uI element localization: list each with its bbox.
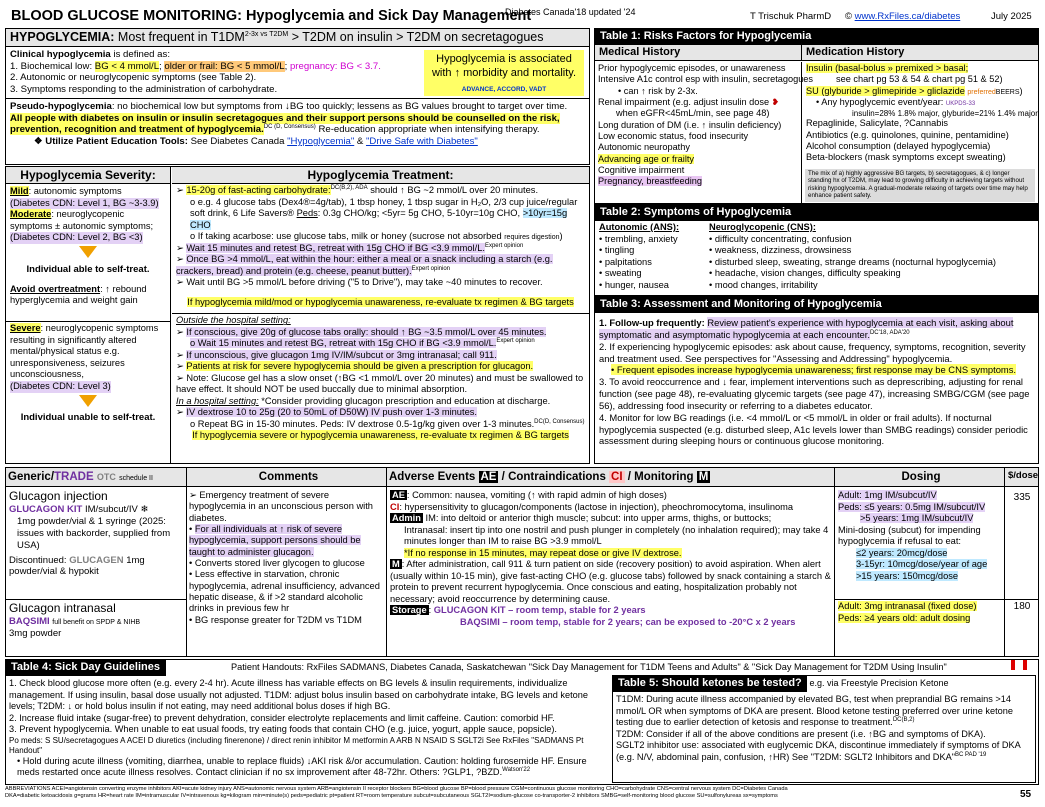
- g1-disc3: 1mg powder/vial & hypokit: [9, 554, 145, 578]
- able-self-treat: Individual able to self-treat.: [26, 263, 150, 275]
- medication-3: • Any hypoglycemic event/year:: [816, 97, 944, 108]
- hypoglycemia-heading-bar: [6, 29, 589, 47]
- table1-col-medication: Medication History: [802, 45, 1038, 61]
- med-0: Prior hypoglycemic episodes, or unawareness: [598, 63, 786, 73]
- t3-i4: 4. Monitor for low BG readings (i.e. <4 mmol/L or <5 mmol/L in older or frail adults). If nocturnal hypoglycemia suspected (e.g. disturbed sleep, A1c levels lower than SMBG readings) consider periodic assessment during sleeping hours or continuous glucose monitoring.: [599, 411, 1028, 447]
- item1-b: BG < 4 mmol/L: [94, 60, 160, 72]
- table5-ketones: [612, 675, 1036, 783]
- dose-5: 3-15yr: 10mcg/dose/year of age: [856, 559, 988, 570]
- hospital-3: [176, 430, 585, 442]
- treatment-heading: Hypoglycemia Treatment:: [172, 167, 589, 184]
- table1-medication-list: Insulin (basal-bolus » premixed > basal; see chart pg 53 & 54 & chart pg 51 & 52) SU (glyburide > glimepiride > gliclazide preferredBEERS) • Any hypoglycemic event/year: UKPDS-33 insulin=28% 1.8% major, glyburide=21% 1.4% major Repaglinide, Salicylate, ?Cannabis Antibiotics (e.g. quinolones, quinine, pentamidine) Alcohol consumption (delayed hypoglycemia) Beta-blockers (mask symptoms except sweating): [806, 63, 1038, 163]
- severe-section: [6, 323, 170, 424]
- t2-peds-text: : 0.3g CHO/kg; <5yr= 5g CHO, 5-10yr=10g CHO,: [317, 208, 521, 219]
- reeducate-text: Re-education appropriate when intensifying therapy.: [318, 124, 540, 136]
- med-3-row: [598, 97, 798, 108]
- inhosp-text: *Consider providing glucagon prescription and education at discharge.: [261, 395, 551, 406]
- table2-title: Table 2: Symptoms of Hypoglycemia: [595, 205, 1038, 221]
- header-generic: [8, 470, 153, 484]
- o4: Patients at risk for severe hypoglycemia should be given a prescription for glucagon.: [186, 361, 534, 372]
- item1-d: pregnancy: BG < 3.7.: [289, 60, 381, 72]
- pseudo-label: Pseudo-hypoglycemia: [10, 100, 112, 112]
- outside-5: ➢ Note: Glucose gel has a slow onset (↑BG <1 mmol/L over 20 minutes) and must be swallowed to have effect. It should NOT be used buccally due to minimal absorption.: [176, 372, 584, 395]
- cns-3: headache, vision changes, difficulty speaking: [714, 268, 901, 279]
- g1-disc: Discontinued:: [9, 554, 67, 566]
- table3-title: Table 3: Assessment and Monitoring of Hypoglycemia: [595, 297, 1038, 313]
- medication-7: Alcohol consumption (delayed hypoglycemia): [806, 141, 991, 152]
- table4-body: [9, 678, 609, 779]
- dose-2: >5 years: 1mg IM/subcut/IV: [860, 513, 974, 524]
- hospital-2: [176, 419, 585, 431]
- dosing-col-2: [838, 601, 1004, 624]
- website-link[interactable]: www.RxFiles.ca/diabetes: [854, 11, 961, 22]
- treatment-item-7: [176, 297, 585, 309]
- g1-name: Glucagon injection: [9, 489, 108, 503]
- medication-1: see chart pg 53 & 54 & chart pg 51 & 52): [836, 74, 1003, 85]
- table2-autonomic: Autonomic (ANS): • trembling, anxiety • tingling • palpitations • sweating • hunger, nausea: [595, 221, 705, 292]
- cns-2: disturbed sleep, sweating, strange dreams (nocturnal hypoglycemia): [714, 256, 996, 267]
- t3-i3: 3. To avoid reoccurrence and ↓ fear, implement interventions such as deprescribing, adjusting for renal function (see page 48), re-evaluating glycemic targets (see page 47), increasing SMBG/CGM (see page 56), addressing food insecurity or referring to a diabetes educator.: [599, 376, 1030, 411]
- med-4: when eGFR<45mL/min, see page 48): [616, 108, 770, 119]
- pseudo-text: : no biochemical low but symptoms from ↓BG too quickly; lessens as BG values brought to target over time.: [111, 100, 568, 112]
- t4-hold-ref: Watson'22: [502, 766, 531, 773]
- tools-label: ❖ Utilize Patient Education Tools:: [34, 135, 188, 147]
- h-dosing: Dosing: [901, 471, 941, 483]
- divider-2: [386, 468, 387, 656]
- admin-2: Intranasal: insert tip into one nostril and push plunger in completely (no inhalation required); may take 4 minutes longer than IM to raise BG >3.9 mmol/L: [404, 524, 829, 547]
- unable-self-treat: Individual unable to self-treat.: [20, 412, 156, 424]
- h1: IV dextrose 10 to 25g (20 to 50mL of D50W) IV push over 1-3 minutes.: [186, 407, 477, 418]
- outside-3: ➢ If unconscious, give glucagon 1mg IV/IM/subcut or 3mg intranasal; call 911.: [176, 349, 497, 360]
- definition-item-1: 1. Biochemical low: BG < 4 mmol/L; older or frail: BG < 5 mmol/L; pregnancy: BG < 3.7.: [10, 60, 381, 72]
- table1-medical-list: [595, 62, 814, 203]
- h-schedule: schedule II: [119, 475, 153, 482]
- counselling-line: [10, 113, 585, 136]
- med-3: Renal impairment (e.g. adjust insulin dose: [598, 96, 770, 107]
- date: July 2025: [991, 11, 1032, 22]
- ans-0: trembling, anxiety: [604, 233, 678, 244]
- ans-2: palpitations: [604, 256, 652, 267]
- t3-ref: requires digestion: [504, 234, 560, 242]
- moderate-label: Moderate: [10, 209, 52, 220]
- g1-trade: GLUCAGON KIT: [9, 504, 83, 515]
- g2-name: Glucagon intranasal: [9, 601, 116, 615]
- callout-refs: ADVANCE, ACCORD, VADT: [461, 85, 547, 93]
- item1-a: 1. Biochemical low:: [10, 60, 93, 72]
- treatment-item-5: ➢ Once BG >4 mmol/L, eat within the hour: either a meal or a snack including a starch (e.g. crackers, bread) and protein (e.g. cheese, peanut butter).$^{Expert opinion}$: [176, 254, 553, 276]
- severe-cdn: (Diabetes CDN: Level 3): [10, 381, 111, 392]
- g1-desc: 1mg powder/vial & 1 syringe (2025: issues with backorder, supplied from USA): [17, 515, 171, 551]
- source-note: Diabetes Canada'18 updated '24: [505, 7, 636, 17]
- treatment-item-6: ➢ Wait until BG >5 mmol/L before driving ("5 to Drive"), may take ~40 minutes to recover.: [176, 277, 543, 288]
- dose-3: Mini-dosing (subcut) for impending hypoglycemia if refusal to eat:: [838, 524, 981, 547]
- comment-3: Less effective in starvation, chronic hypoglycemia, adrenal insufficiency, advanced hepatic disease, & if >2 standard alcoholic drinks in previous few hr: [189, 569, 380, 614]
- o2-ref: Expert opinion: [496, 338, 535, 345]
- o1: If conscious, give 20g of glucose tabs orally: should ↑ BG ~3.5 mmol/L over 45 minutes.: [186, 326, 547, 337]
- ans-3: sweating: [604, 268, 642, 279]
- g2-note: full benefit on SPDP & NIHB: [52, 619, 141, 626]
- moderate-cdn: (Diabetes CDN: Level 2, BG <3): [10, 232, 143, 243]
- h-ae: Adverse Events: [389, 471, 476, 483]
- g2-desc: 3mg powder: [9, 627, 62, 639]
- medication-0: Insulin (basal-bolus » premixed > basal;: [806, 63, 969, 73]
- t5-3: SGLT2 inhibitor use: associated with euglycemic DKA, discontinue immediately if symptoms of DKA (e.g. N/V, abdominal pain, confusion, ↑HR) See "T2DM: SGLT2 Inhibitors and DKA": [616, 740, 1021, 762]
- g2-trade: BAQSIMI: [9, 616, 50, 627]
- table3-assessment: [594, 296, 1039, 464]
- t5-1-ref: DC(B,2): [892, 716, 915, 723]
- h-generic: Generic/: [8, 471, 55, 483]
- kidney-icon: ❥: [771, 96, 780, 107]
- outside-1: ➢ If conscious, give 20g of glucose tabs orally: should ↑ BG ~3.5 mmol/L over 45 minutes.: [176, 326, 547, 337]
- table4-handouts: Patient Handouts: RxFiles SADMANS, Diabetes Canada, Saskatchewan "Sick Day Management for T1DM Teens and Adults" & "Sick Day Management for T2DM Using Insulin": [231, 662, 947, 672]
- t3-i2-b: • Frequent episodes increase hypoglycemia unawareness; first response may be CNS symptoms.: [611, 364, 1017, 376]
- hypoglycemia-heading: HYPOGLYCEMIA:: [10, 30, 115, 44]
- avoid-text: : ↑ rebound hyperglycemia and weight gain: [10, 283, 147, 306]
- callout-text: Hypoglycemia is associated with ↑ morbidity and mortality.: [431, 53, 577, 80]
- h-comments: Comments: [258, 471, 319, 483]
- canada-flag-icon: [1011, 660, 1027, 672]
- pseudo-hypo-line: [10, 101, 585, 113]
- t3-i1-ref: DC'18, ADA'20: [869, 329, 910, 336]
- table3-body: [595, 315, 1038, 449]
- mild-text: : autonomic symptoms: [28, 186, 122, 196]
- table5-body: [616, 694, 1034, 763]
- g1-route: IM/subcut/IV: [85, 504, 138, 515]
- table4-title: Table 4: Sick Day Guidelines: [6, 660, 166, 676]
- t5-1: T1DM: During acute illness accompanied by elevated BG, test when preprandial BG remains >14 mmol/L OR when symptoms of DKA are present. Blood ketone testing preferred over urine ketone testing due to earlier detection of ketosis and response to treatment.: [616, 694, 1013, 727]
- medication-8: Beta-blockers (mask symptoms except sweating): [806, 152, 1006, 163]
- website-line: © www.RxFiles.ca/diabetes: [845, 11, 961, 22]
- t4-hold: • Hold during acute illness (vomiting, diarrhea, unable to replace fluids) ↓AKI risk &/or accumulation. Caution: holding furosemide HF. Ensure meds restarted once acute illness resolves. Contact clinician if no sx improvement after 48-72hr. Others: ?GLP1, ?BZD.: [17, 755, 587, 777]
- autonomic-label: Autonomic (ANS):: [599, 222, 680, 232]
- med-9: Cognitive impairment: [598, 164, 685, 175]
- t5-ref: Expert opinion: [411, 265, 451, 272]
- t5-3-ref: BC PAD '19: [954, 751, 987, 758]
- beers-note: BEERS: [995, 88, 1020, 96]
- treatment-item-4: ➢ Wait 15 minutes and retest BG, retreat with 15g CHO if BG <3.9 mmol/L.$^{Expert opinion}$: [176, 242, 524, 253]
- table2-neuroglycopenic: Neuroglycopenic (CNS): • difficulty concentrating, confusion • weakness, dizziness, drowsiness • disturbed sleep, sweating, strange dreams (nocturnal hypoglycemia) • headache, vision changes, difficulty speaking • mood changes, irritability: [707, 221, 1037, 292]
- down-arrow-icon: [10, 246, 166, 262]
- h-trade: TRADE: [54, 471, 94, 483]
- tools-text: See Diabetes Canada: [190, 135, 285, 147]
- h-otc: OTC: [96, 472, 116, 482]
- table1-title: Table 1: Risks Factors for Hypoglycemia: [595, 29, 1038, 45]
- hypoglycemia-link[interactable]: "Hypoglycemia": [287, 135, 355, 147]
- abbrev-1: ABBREVIATIONS ACEI=angiotensin converting enzyme inhibitors AKI=acute kidney injury ANS=autonomic nervous system ARB=angiotensin II receptor blockers BG=blood glucose BP=blood pressure CGM=continuous glucose monitoring CHO=carbohydrate CNS=central nervous system DC=Diabetes Canada: [5, 786, 788, 792]
- comment-0: Emergency treatment of severe hypoglycemia in an unconscious person with diabetes.: [189, 490, 373, 523]
- ae-col: AE : Common: nausea, vomiting (↑ with rapid admin of high doses) CI: hypersensitivity to glucagon/components (lactose in injection), pheochromocytoma, insulinoma Admin IM: into deltoid or anterior thigh muscle; subcut: into upper arms, thighs, or buttocks; Intranasal: insert tip into one nostril and push plunger in completely (no inhalation required); may take 4 minutes longer than IM to raise BG >3.9 mmol/L *If no response in 15 minutes, may repeat dose or give IV dextrose. M : After administration, call 911 & turn patient on side (recovery position) to avoid aspiration. When alert (usually within 10-15 min), give fast-acting CHO (e.g. glucose tabs) followed by snack containing a starch & protein to prevent recurrent hypoglycemia. Once conscious and eating, hospitalization probably not necessary; avoid reoccurrence by determining cause. Storage : GLUCAGON KIT – room temp, stable for 2 years BAQSIMI – room temp, stable for 2 years; can be exposed to -20°C x 2 years: [390, 490, 831, 627]
- dose-1: Peds: ≤5 years: 0.5mg IM/subcut/IV: [838, 501, 986, 512]
- o5: Note: Glucose gel has a slow onset (↑BG <1 mmol/L over 20 minutes) and must be swallowed to have effect. It should NOT be used buccally due to minimal absorption.: [176, 372, 584, 395]
- admin-1: IM: into deltoid or anterior thigh muscle; subcut: into upper arms, thighs, or buttocks;: [425, 513, 772, 524]
- generic-col: [6, 488, 186, 579]
- table2-symptoms: [594, 204, 1039, 296]
- cost-2: 180: [1013, 601, 1031, 612]
- dose-0: Adult: 1mg IM/subcut/IV: [838, 490, 937, 500]
- dosing-col: [838, 490, 1004, 582]
- med-8: Advancing age or frailty: [598, 153, 695, 164]
- definition-item-2: 2. Autonomic or neuroglycopenic symptoms (see Table 2).: [10, 72, 257, 84]
- page-title: BLOOD GLUCOSE MONITORING: Hypoglycemia and Sick Day Management: [11, 8, 532, 24]
- med-2: • can ↑ risk by 2-3x.: [618, 85, 698, 96]
- medication-2: SU (glyburide > glimepiride > gliclazide: [806, 85, 965, 96]
- t2-peds-end: >10yr=15g CHO: [190, 208, 568, 230]
- h3: If hypoglycemia severe or hypoglycemia unawareness, re-evaluate tx regimen & BG targets: [192, 430, 569, 441]
- outside-4: ➢ Patients at risk for severe hypoglycemia should be given a prescription for glucagon.: [176, 361, 534, 372]
- medication-6: Antibiotics (e.g. quinolones, quinine, pentamidine): [806, 129, 1009, 140]
- severity-divider: [6, 321, 171, 322]
- ci-1: hypersensitivity to glucagon/components (lactose in injection), pheochromocytoma, insulinoma: [404, 501, 794, 512]
- avoid-label: Avoid overtreatment: [10, 283, 101, 294]
- mild-label: Mild: [10, 186, 29, 196]
- g1-disc2: GLUCAGEN: [69, 554, 124, 566]
- item1-c: older or frail: BG < 5 mmol/L: [164, 60, 285, 72]
- dose2-1: Peds: ≥4 years old: adult dosing: [838, 612, 971, 623]
- t2: o e.g. 4 glucose tabs (Dex4®=4g/tab), 1 tbsp honey, 1 tbsp sugar in H₂O, 2/3 cup juice/regular soft drink, 6 Life Savers®: [190, 196, 578, 219]
- glucagon-drug-table: [5, 467, 1039, 657]
- storage-2: BAQSIMI – room temp, stable for 2 years; can be exposed to -20°C x 2 years: [460, 616, 796, 627]
- all-people-text: All people with diabetes on insulin or insulin secretagogues and their support persons should be counselled on the risk, prevention, recognition and treatment of hypoglycemia.: [10, 112, 560, 136]
- h-ci: Contraindications: [508, 471, 606, 483]
- divider-1: [186, 468, 187, 656]
- ans-1: tingling: [604, 245, 635, 256]
- snowflake-icon: ❄: [140, 504, 149, 515]
- dose-4: ≤2 years: 20mcg/dose: [856, 547, 948, 558]
- med-7: Autonomic neuropathy: [598, 142, 690, 153]
- med-1: Intensive A1c control esp with insulin, secretagogues: [598, 74, 814, 85]
- cost-1: 335: [1013, 492, 1031, 503]
- definition-item-3: 3. Symptoms responding to the administration of carbohydrate.: [10, 84, 278, 96]
- med-6: Low economic status, food insecurity: [598, 130, 749, 141]
- clinical-label: Clinical hypoglycemia: [10, 49, 111, 60]
- t7: If hypoglycemia mild/mod or hypoglycemia unawareness, re-evaluate tx regimen & BG targets: [187, 296, 574, 307]
- storage-1: GLUCAGON KIT – room temp, stable for 2 years: [433, 605, 646, 616]
- cns-0: difficulty concentrating, confusion: [714, 233, 852, 244]
- mild-cdn: (Diabetes CDN: Level 1, BG ~3-3.9): [10, 197, 159, 208]
- cns-1: weakness, dizziness, drowsiness: [714, 245, 852, 256]
- page-number: 55: [1020, 789, 1032, 800]
- o3: If unconscious, give glucagon 1mg IV/IM/subcut or 3mg intranasal; call 911.: [186, 349, 497, 360]
- med-10: Pregnancy, breastfeeding: [598, 176, 703, 187]
- table5-header: [613, 676, 1035, 692]
- preferred-note: preferred: [967, 88, 996, 96]
- table5-sub: e.g. via Freestyle Precision Ketone: [809, 678, 949, 688]
- inhosp-label: In a hospital setting:: [176, 395, 259, 406]
- t3-i1-b: Review patient's experience with hypoglycemia at each visit, asking about symptomatic and asymptomatic hypoglycemia at each encounter.: [599, 317, 1014, 340]
- dose-6: >15 years: 150mcg/dose: [856, 570, 959, 581]
- clinical-rest: is defined as:: [113, 49, 170, 60]
- ukpds-note: UKPDS-33: [945, 101, 976, 108]
- h2-ref: DC(D, Consensus): [534, 418, 585, 425]
- author: T Trischuk PharmD: [750, 11, 832, 22]
- moderate-text: : neuroglycopenic symptoms ± autonomic symptoms;: [10, 209, 154, 231]
- dose2-0: Adult: 3mg intranasal (fixed dose): [838, 601, 977, 611]
- severe-label: Severe: [10, 323, 41, 333]
- t3-i2: 2. If experiencing hypoglycemic episodes: ask about cause, frequency, symptoms, recognition, severity and treatment used. See perspectives for "Assessing and Addressing" hypoglycemia.: [599, 340, 1026, 364]
- treatment-column: [172, 167, 589, 463]
- morbidity-callout: [424, 50, 584, 96]
- severity-treatment-box: [5, 166, 590, 464]
- h-mon: Monitoring: [634, 471, 694, 483]
- hospital-1: ➢ IV dextrose 10 to 25g (20 to 50mL of D50W) IV push over 1-3 minutes.: [176, 407, 477, 418]
- dosing-divider: [834, 599, 1038, 600]
- t4: Wait 15 minutes and retest BG, retreat with 15g CHO if BG <3.9 mmol/L.: [186, 242, 485, 253]
- outside-heading: Outside the hospital setting:: [176, 315, 291, 326]
- severe-text: : neuroglycopenic symptoms resulting in significantly altered mental/physical status e.g. unresponsiveness, seizures unconsciousness,: [10, 323, 159, 380]
- t6: Wait until BG >5 mmol/L before driving ("5 to Drive"), may take ~40 minutes to recover.: [186, 277, 543, 288]
- medication-4: insulin=28% 1.8% major, glyburide=21% 1.4% major: [852, 108, 1038, 118]
- tools-and: &: [356, 135, 364, 147]
- medication-5: Repaglinide, Salicylate, ?Cannabis: [806, 118, 948, 129]
- neuro-label: Neuroglycopenic (CNS):: [709, 222, 816, 232]
- med-5: Long duration of DM (i.e. ↑ insulin deficiency): [598, 119, 782, 130]
- in-hospital: [176, 396, 585, 408]
- hypoglycemia-heading-rest2: > T2DM on insulin > T2DM on secretagogues: [291, 30, 544, 44]
- abbrev-2: DKA=diabetic ketoacidosis g=grams HR=heart rate IM=intramuscular IV=intravenous kg=kilogram min=minute(s) peds=pediatric pt=patient RT=room temperature subcut=subcutaneous SGLT2I=sodium-glucose co-transporter-2 inhibitors SMBG=self-monitoring blood glucose SU=sulfonylureas sx=symptoms: [5, 793, 778, 800]
- t2-peds: Peds: [296, 208, 318, 219]
- ans-4: hunger, nausea: [604, 279, 669, 290]
- t4-i1: 1. Check blood glucose more often (e.g. every 2-4 hr). Acute illness has variable effects on BG levels & insulin requirements, individualize management. If using insulin, basal dose usually not adjusted. T1DM: adjust bolus insulin based on carbohydrate intake, BG levels and ketone levels; T2DM: ↓ or hold bolus insulin if not eating, may need additional bolus doses if high BG.: [9, 678, 588, 711]
- all-people-ref: DC (D, Consensus): [263, 124, 316, 131]
- t1: 15-20g of fast-acting carbohydrate:: [186, 185, 331, 195]
- hypoglycemia-definition-box: [5, 28, 590, 165]
- comment-2: Converts stored liver glycogen to glucose: [194, 557, 365, 568]
- ae-1: Common: nausea, vomiting (↑ with rapid admin of high doses): [412, 490, 667, 500]
- severity-heading: Hypoglycemia Severity:: [6, 167, 170, 184]
- table1-risk-factors: [594, 28, 1039, 204]
- t4-i3: 3. Prevent hypoglycemia. When unable to eat usual foods, try eating foods that contain CHO (e.g. juice, yogurt, apple sauce, popsicle).: [9, 724, 557, 734]
- cns-4: mood changes, irritability: [714, 279, 818, 290]
- h-ae-line: Adverse Events AE / Contraindications CI / Monitoring M: [389, 471, 709, 483]
- o2: o Wait 15 minutes and retest BG, retreat with 15g CHO if BG <3.9 mmol/L.: [190, 338, 497, 349]
- tools-line: [10, 136, 585, 148]
- treatment-item-1: ➢ 15-20g of fast-acting carbohydrate:$^{DC(B,2), ADA}$ should ↑ BG ~2 mmol/L over 20 minutes.: [176, 184, 539, 195]
- comments-col: ➢ Emergency treatment of severe hypoglycemia in an unconscious person with diabetes. • For all individuals at ↑ risk of severe hypoglycemia, support persons should be taught to administer glucagon. • Converts stored liver glycogen to glucose • Less effective in starvation, chronic hypoglycemia, adrenal insufficiency, advanced hepatic disease, & if >2 standard alcoholic drinks in previous few hr • BG response greater for T2DM vs T1DM: [189, 490, 380, 625]
- abbreviations: [5, 786, 1005, 800]
- treatment-item-2: [176, 197, 585, 232]
- page-header: [8, 6, 1038, 26]
- generic-col-2: [6, 599, 186, 641]
- t3: o If taking acarbose: use glucose tabs, milk or honey (sucrose not absorbed: [190, 231, 502, 242]
- t3-i1-a: 1. Follow-up frequently:: [599, 317, 705, 328]
- h2: o Repeat BG in 15-30 minutes. Peds: IV dextrose 0.5-1g/kg given over 1-3 minutes.: [190, 418, 535, 429]
- admin-3: *If no response in 15 minutes, may repeat dose or give IV dextrose.: [404, 547, 682, 558]
- h-cost: $/dose: [1008, 470, 1039, 481]
- drive-safe-link[interactable]: "Drive Safe with Diabetes": [365, 135, 478, 147]
- t5: Once BG >4 mmol/L, eat within the hour: either a meal or a snack including a starch (e.g. crackers, bread) and protein (e.g. cheese, peanut butter).: [176, 254, 553, 276]
- hypoglycemia-heading-rest: Most frequent in T1DM: [117, 30, 245, 44]
- t4-i2: 2. Increase fluid intake (sugar-free) to prevent dehydration, consider electrolyte replacements and limit caffeine. Caution: comorbid HF.: [9, 712, 555, 723]
- comment-1: For all individuals at ↑ risk of severe hypoglycemia, support persons should be taught to administer glucagon.: [189, 523, 361, 557]
- t1-ref: DC(B,2), ADA: [330, 184, 368, 191]
- treatment-item-3: o If taking acarbose: use glucose tabs, milk or honey (sucrose not absorbed requires digestion): [190, 231, 563, 242]
- table1-col-medical: Medical History: [595, 45, 802, 61]
- divider-4: [1004, 468, 1005, 656]
- table5-title: Table 5: Should ketones be tested?: [613, 676, 807, 692]
- outside-2: [176, 338, 585, 350]
- down-arrow-icon-2: [10, 395, 166, 411]
- comment-4: BG response greater for T2DM vs T1DM: [194, 614, 362, 625]
- t5-2: T2DM: Consider if all of the above conditions are present (i.e. ↑BG and symptoms of DKA).: [616, 728, 986, 739]
- t4-meds: Po meds: S SU/secretagogues A ACEI D diuretics (including finerenone) / direct renin inhibitor M metformin A ARB N NSAID S SGLT2i See RxFiles "SADMANS Pt Handout": [9, 735, 584, 755]
- mon-1: After administration, call 911 & turn patient on side (recovery position) to avoid aspiration. When alert (usually within 10-15 min), give fast-acting CHO (e.g. glucose tabs) followed by snack containing a starch & protein to prevent recurrent hypoglycemia. Once conscious and eating, hospitalization probably not necessary; avoid reoccurrence by determining cause.: [390, 559, 831, 604]
- t1-rest: should ↑ BG ~2 mmol/L over 20 minutes.: [370, 185, 539, 195]
- table1-note: The mix of a) highly aggressive BG targets, b) secretagogues, & c) longer standing hx of T2DM, may lead to growing difficulty in achieving targets without risking hypoglycemia. A gradual-moderate relaxing of targets over time may help enhance patient safety.: [805, 169, 1035, 202]
- hypoglycemia-ratio: 2-3x vs T2DM: [244, 30, 289, 38]
- t4-ref: Expert opinion: [484, 242, 524, 249]
- divider-3: [834, 468, 835, 656]
